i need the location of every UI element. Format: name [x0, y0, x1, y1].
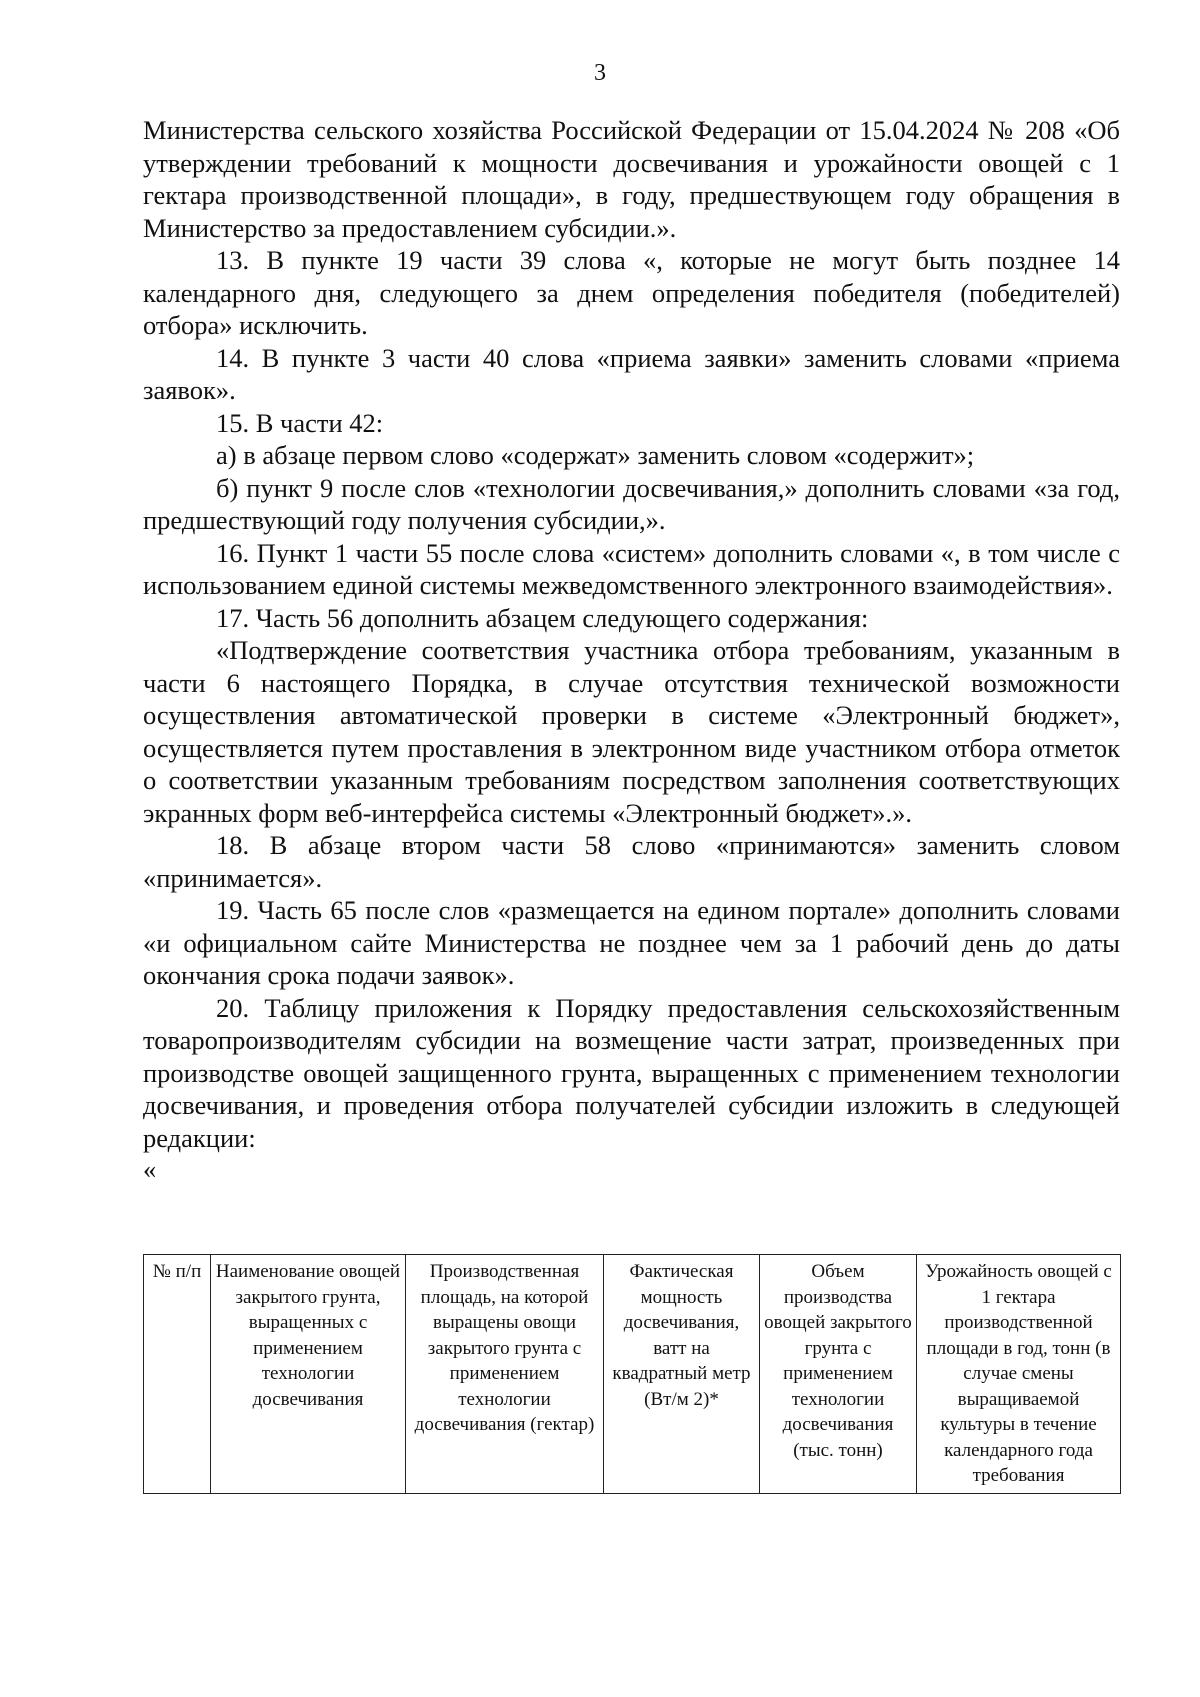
header-cell-production-area: Производственная площадь, на которой выращены овощи закрытого грунта с применением технологии досвечивания (гектар)	[406, 1255, 604, 1494]
page-number: 3	[594, 60, 606, 86]
paragraph-item-19: 19. Часть 65 после слов «размещается на едином портале» дополнить словами «и официальном сайте Министерства не позднее чем за 1 рабочий день до даты окончания срока подачи заявок».	[143, 895, 1120, 990]
paragraph-continuation: Министерства сельского хозяйства Российской Федерации от 15.04.2024 № 208 «Об утверждении требований к мощности досвечивания и урожайности овощей с 1 гектара производственной площади», в году, предшествующем году обращения в Министерство за предоставлением субсидии.».	[143, 115, 1120, 243]
paragraph-item-15b: б) пункт 9 после слов «технологии досвечивания,» дополнить словами «за год, предшествующий году получения субсидии,».	[143, 472, 1120, 535]
paragraph-item-16: 16. Пункт 1 части 55 после слова «систем» дополнить словами «, в том числе с использованием единой системы межведомственного электронного взаимодействия».	[143, 537, 1120, 600]
subsidy-table	[143, 1254, 1121, 1494]
header-cell-vegetable-name: Наименование овощей закрытого грунта, выращенных с применением технологии досвечивания	[211, 1255, 406, 1494]
paragraph-item-18: 18. В абзаце втором части 58 слово «принимаются» заменить словом «принимается».	[143, 830, 1120, 893]
paragraph-item-15a: а) в абзаце первом слово «содержат» заменить словом «содержит»;	[216, 440, 975, 470]
header-cell-lighting-power: Фактическая мощность досвечивания, ватт на квадратный метр (Вт/м 2)*	[604, 1255, 760, 1494]
paragraph-item-20: 20. Таблицу приложения к Порядку предоставления сельскохозяйственным товаропроизводителям субсидии на возмещение части затрат, произведенных при производстве овощей защищенного грунта, выращенных с применением технологии досвечивания, и проведения отбора получателей субсидии изложить в следующей редакции:	[143, 992, 1120, 1153]
paragraph-quote: «Подтверждение соответствия участника отбора требованиям, указанным в части 6 настоящего Порядка, в случае отсутствия технической возможности осуществления автоматической проверки в системе «Электронный бюджет», осуществляется путем проставления в электронном виде участником отбора отметок о соответствии указанным требованиям посредством заполнения соответствующих экранных форм веб-интерфейса системы «Электронный бюджет».».	[143, 635, 1120, 828]
paragraph-item-13: 13. В пункте 19 части 39 слова «, которые не могут быть позднее 14 календарного дня, следующего за днем определения победителя (победителей) отбора» исключить.	[143, 245, 1120, 340]
paragraph-item-17: 17. Часть 56 дополнить абзацем следующего содержания:	[216, 602, 869, 633]
quote-open-mark: «	[143, 1154, 157, 1184]
table-header-row	[144, 1255, 1121, 1494]
paragraph-item-15: 15. В части 42:	[216, 407, 384, 438]
document-body	[143, 114, 1120, 1184]
header-cell-number: № п/п	[144, 1255, 211, 1494]
header-cell-yield: Урожайность овощей с 1 гектара производственной площади в год, тонн (в случае смены выращиваемой культуры в течение календарного года требования	[917, 1255, 1121, 1494]
paragraph-item-14: 14. В пункте 3 части 40 слова «приема заявки» заменить словами «приема заявок».	[143, 342, 1120, 405]
header-cell-production-volume: Объем производства овощей закрытого грунта с применением технологии досвечивания (тыс. тонн)	[760, 1255, 917, 1494]
